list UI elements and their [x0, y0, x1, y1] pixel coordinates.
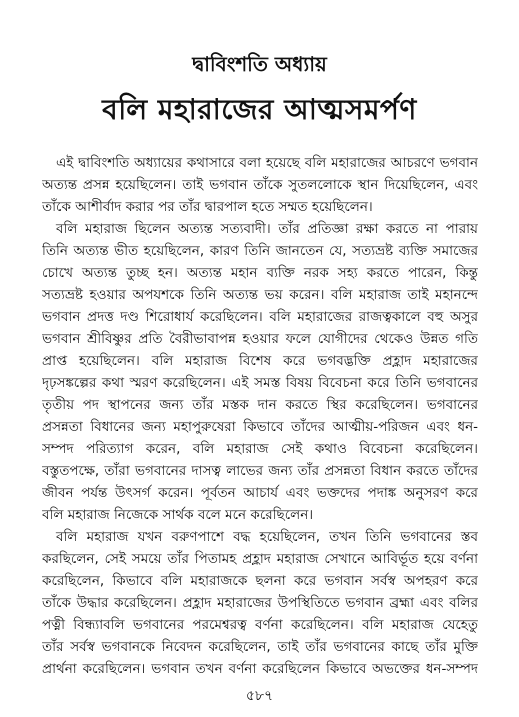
text-line: তৃতীয় পদ স্থাপনের জন্য তাঁর মস্তক দান করতে স্থির করেছিলেন। ভগবানের: [42, 397, 478, 413]
text-line: দৃঢ়সঙ্কল্পের কথা স্মরণ করেছিলেন। এই সমস্ত বিষয় বিবেচনা করে তিনি ভগবানের: [42, 375, 478, 391]
text-line: অত্যন্ত প্রসন্ন হয়েছিলেন। তাই ভগবান তাঁকে সুতললোকে স্থান দিয়েছিলেন, এবং: [42, 177, 478, 193]
text-line: তাঁকে উদ্ধার করেছিলেন। প্রহ্লাদ মহারাজের উপস্থিতিতে ভগবান ব্রহ্মা এবং বলির: [42, 595, 478, 611]
text-line: এই দ্বাবিংশতি অধ্যায়ের কথাসারে বলা হয়েছে বলি মহারাজের আচরণে ভগবান: [56, 155, 478, 171]
text-line: বলি মহারাজ যখন বরুণপাশে বদ্ধ হয়েছিলেন, তখন তিনি ভগবানের স্তব: [56, 529, 478, 545]
paragraph-2: [42, 218, 478, 526]
text-line: করেছিলেন, কিভাবে বলি মহারাজকে ছলনা করে ভগবান সর্বস্ব অপহরণ করে: [42, 573, 478, 589]
text-line: সম্পদ পরিত্যাগ করেন, বলি মহারাজ সেই কথাও বিবেচনা করেছিলেন।: [42, 441, 478, 457]
text-line: চোখে অত্যন্ত তুচ্ছ হন। অত্যন্ত মহান ব্যক্তি নরক সহ্য করতে পারেন, কিন্তু: [42, 265, 478, 281]
text-line: বলি মহারাজ ছিলেন অত্যন্ত সত্যবাদী। তাঁর প্রতিজ্ঞা রক্ষা করতে না পারায়: [56, 221, 478, 237]
text-line: ভগবান প্রদত্ত দণ্ড শিরোধার্য করেছিলেন। বলি মহারাজের রাজত্বকালে বহু অসুর: [42, 309, 478, 325]
text-line: প্রসন্নতা বিধানের জন্য মহাপুরুষেরা কিভাবে তাঁদের আত্মীয়-পরিজন এবং ধন-: [42, 419, 478, 435]
text-line: বলি মহারাজ নিজেকে সার্থক বলে মনে করেছিলেন।: [42, 507, 314, 523]
text-line: তিনি অত্যন্ত ভীত হয়েছিলেন, কারণ তিনি জানতেন যে, সত্যভ্রষ্ট ব্যক্তি সমাজের: [42, 243, 478, 259]
chapter-heading: দ্বাবিংশতি অধ্যায়: [192, 52, 327, 76]
text-line: ভগবান শ্রীবিষ্ণুর প্রতি বৈরীভাবাপন্ন হওয়ার ফলে যোগীদের থেকেও উন্নত গতি: [42, 331, 478, 347]
text-line: সত্যভ্রষ্ট হওয়ার অপযশকে তিনি অত্যন্ত ভয় করেন। বলি মহারাজ তাই মহানন্দে: [42, 287, 478, 303]
page-title: বলি মহারাজের আত্মসমর্পণ: [102, 93, 417, 126]
text-line: বস্তুতপক্ষে, তাঁরা ভগবানের দাসত্ব লাভের জন্য তাঁর প্রসন্নতা বিধান করতে তাঁদের: [42, 463, 478, 479]
text-line: পত্নী বিন্ধ্যাবলি ভগবানের পরমেশ্বরত্ব বর্ণনা করেছিলেন। বলি মহারাজ যেহেতু: [42, 617, 478, 633]
text-line: তাঁর সর্বস্ব ভগবানকে নিবেদন করেছিলেন, তাই তাঁর ভগবানের কাছে তাঁর মুক্তি: [42, 639, 478, 655]
text-line: প্রাপ্ত হয়েছিলেন। বলি মহারাজ বিশেষ করে ভগবদ্ভক্তি প্রহ্লাদ মহারাজের: [42, 353, 478, 369]
text-line: করছিলেন, সেই সময়ে তাঁর পিতামহ প্রহ্লাদ মহারাজ সেখানে আবির্ভূত হয়ে বর্ণনা: [42, 551, 478, 567]
paragraph-1: [42, 152, 478, 218]
text-line: প্রার্থনা করেছিলেন। ভগবান তখন বর্ণনা করেছিলেন কিভাবে অভক্তের ধন-সম্পদ: [42, 661, 478, 677]
body-text: [42, 152, 478, 680]
text-line: তাঁকে আশীর্বাদ করার পর তাঁর দ্বারপাল হতে সম্মত হয়েছিলেন।: [42, 199, 373, 215]
paragraph-3: [42, 526, 478, 680]
page-number: ৫৮৭: [245, 688, 274, 704]
text-line: জীবন পর্যন্ত উৎসর্গ করেন। পূর্বতন আচার্য এবং ভক্তদের পদাঙ্ক অনুসরণ করে: [42, 485, 478, 501]
